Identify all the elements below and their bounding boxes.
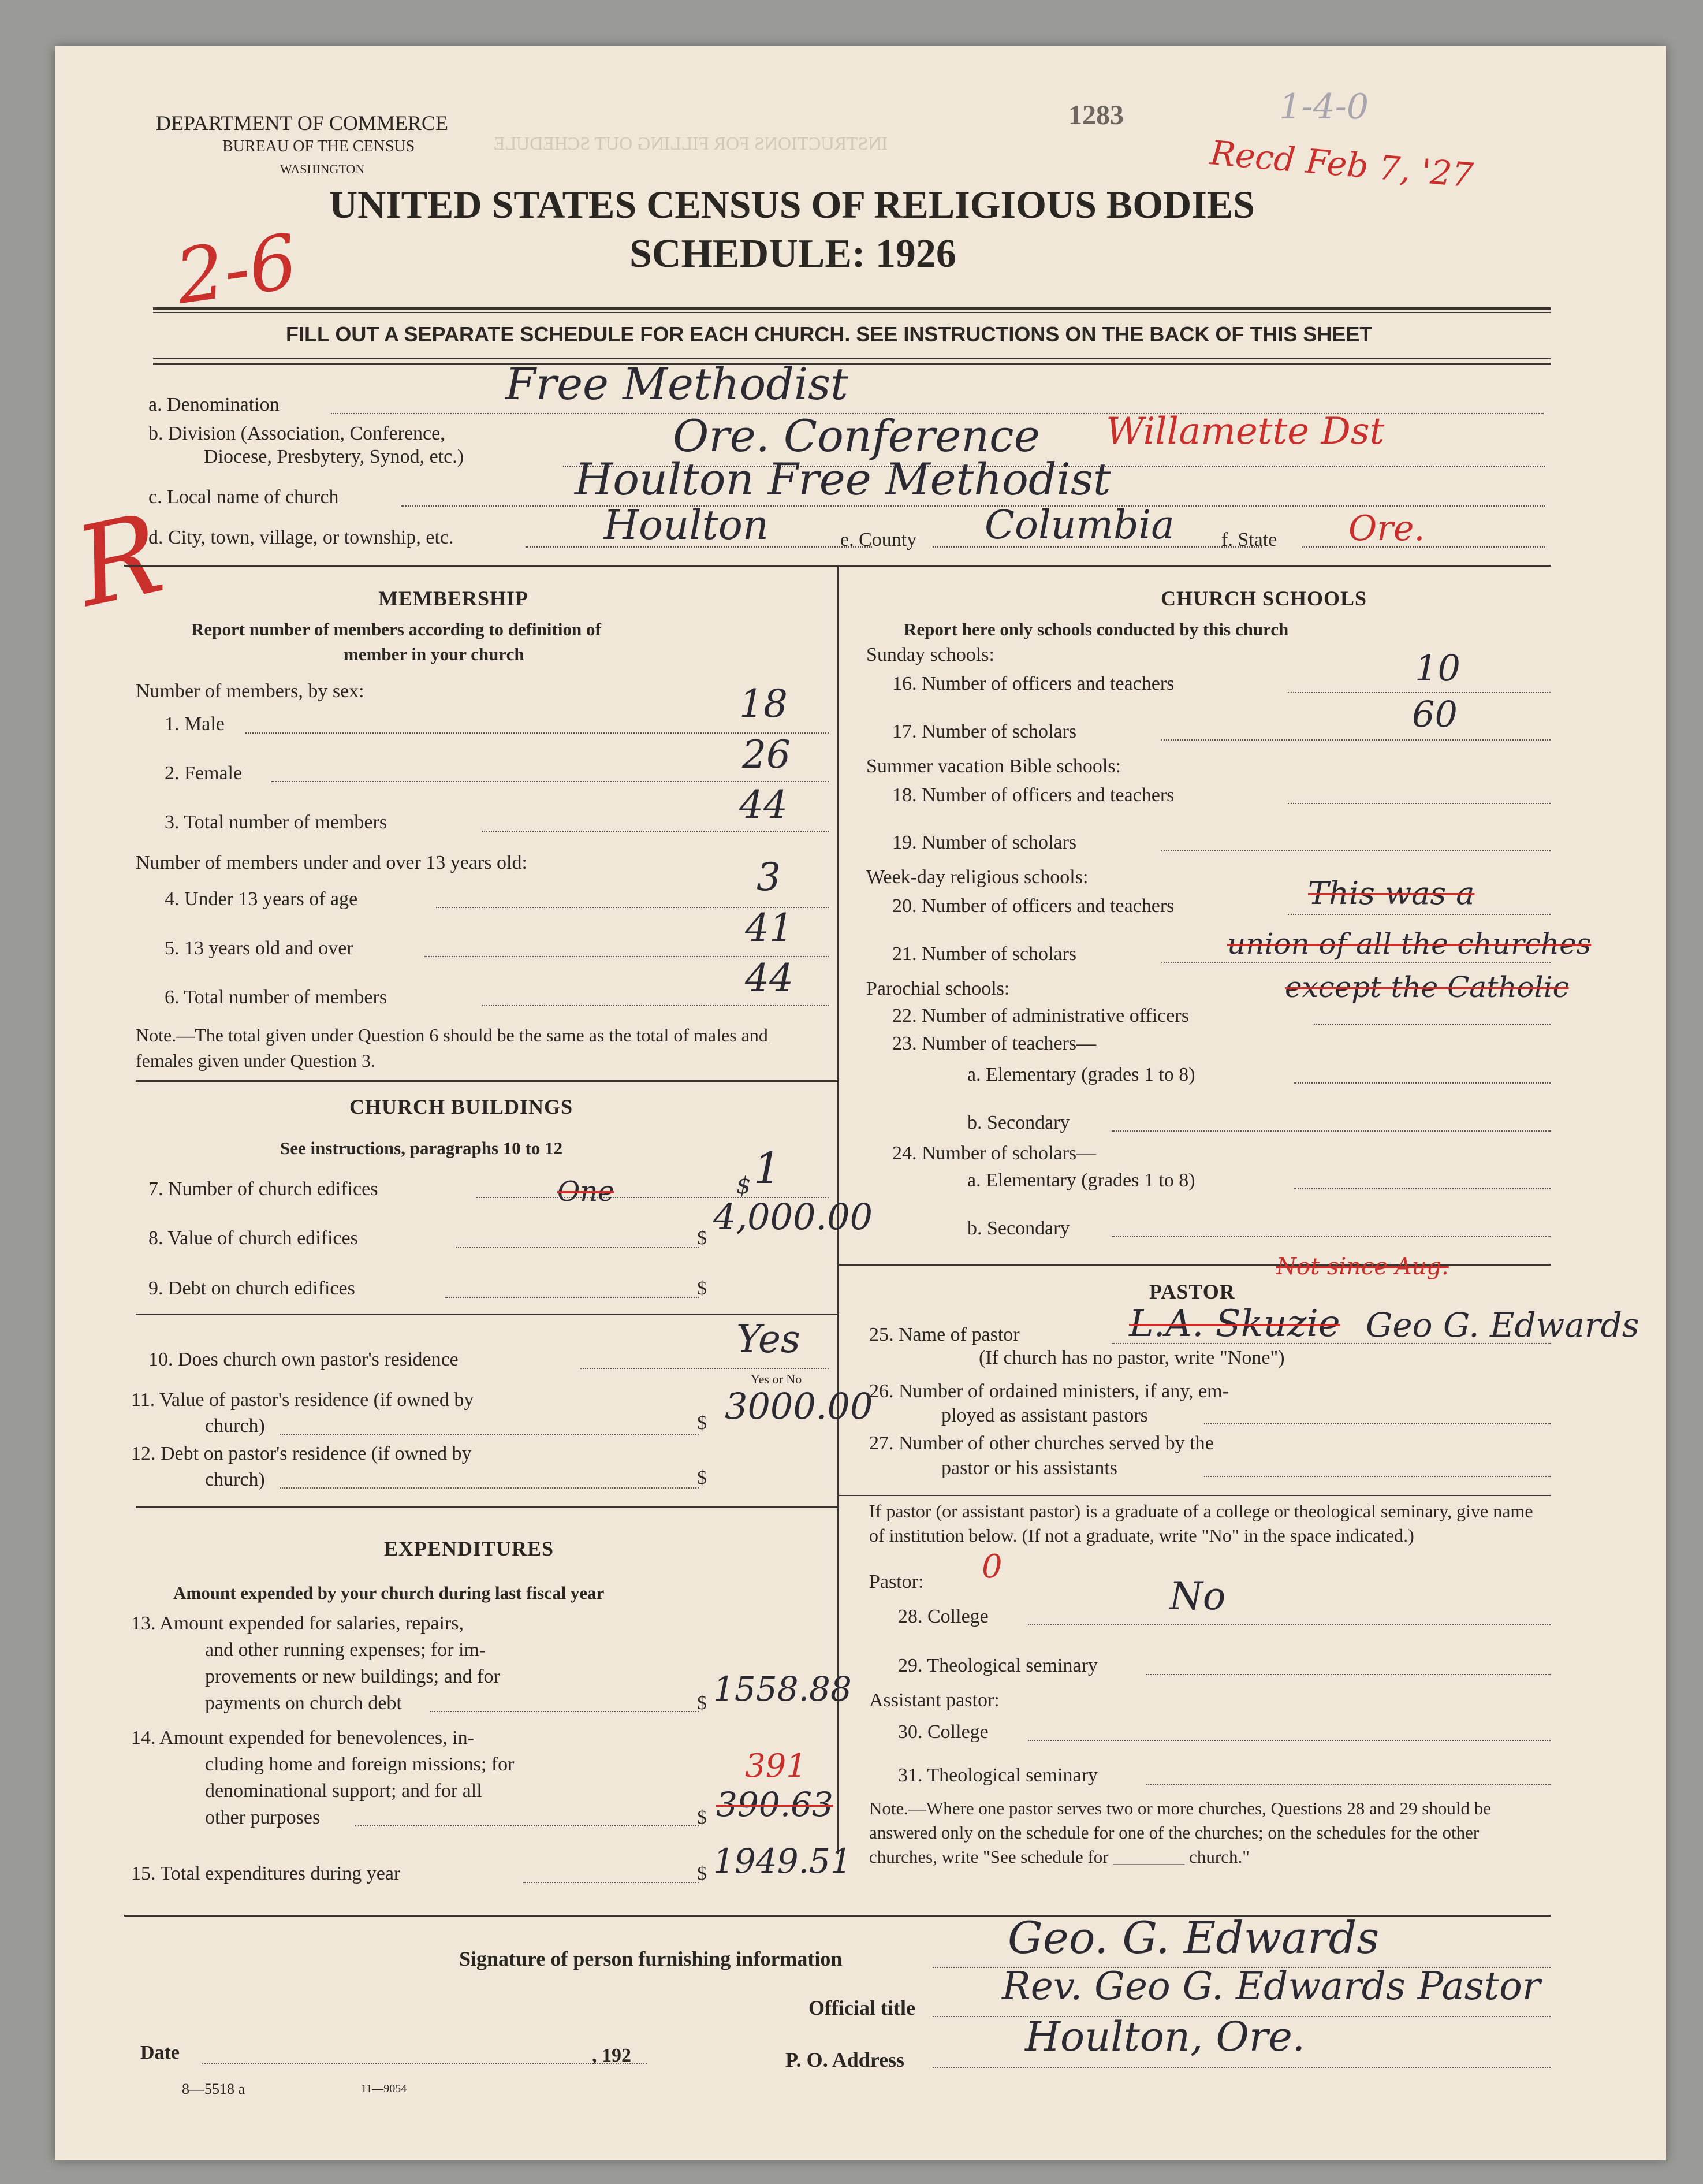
denomination-label: a. Denomination: [148, 394, 280, 415]
q25-value[interactable]: Geo G. Edwards: [1366, 1305, 1639, 1345]
q14-line4: other purposes: [205, 1807, 321, 1828]
pastor-subheading: Pastor:: [869, 1571, 924, 1593]
q25-label: 25. Name of pastor: [869, 1324, 1020, 1345]
church-buildings-heading: CHURCH BUILDINGS: [349, 1095, 573, 1118]
county-label: e. County: [840, 529, 917, 550]
q30-label: 30. College: [898, 1721, 989, 1743]
pastor-red-mark: 0: [982, 1548, 1003, 1586]
q4-under13-value[interactable]: 3: [757, 855, 781, 899]
q7-struck-value: One: [557, 1175, 614, 1208]
pastor-heading-note: Not since Aug.: [1276, 1253, 1449, 1280]
q9-dollar: $: [697, 1278, 707, 1299]
expenditures-heading: EXPENDITURES: [384, 1537, 554, 1560]
sunday-schools-label: Sunday schools:: [866, 644, 994, 665]
q24a-label: a. Elementary (grades 1 to 8): [967, 1170, 1195, 1191]
form-instruction: FILL OUT A SEPARATE SCHEDULE FOR EACH CHURCH. SEE INSTRUCTIONS ON THE BACK OF THIS SHEET: [286, 322, 1373, 346]
bureau-name: BUREAU OF THE CENSUS: [222, 137, 415, 155]
official-title-value[interactable]: Rev. Geo G. Edwards Pastor: [1002, 1964, 1541, 2008]
print-number: 11—9054: [361, 2082, 407, 2095]
q11-label-line2: church): [205, 1415, 265, 1437]
q11-value[interactable]: 3000.00: [725, 1385, 873, 1427]
q3-total-members-value[interactable]: 44: [739, 783, 788, 827]
q27-label-line2: pastor or his assistants: [941, 1457, 1118, 1479]
q28-value[interactable]: No: [1169, 1574, 1226, 1619]
county-value[interactable]: Columbia: [985, 503, 1175, 548]
denomination-value[interactable]: Free Methodist: [505, 358, 848, 410]
q6-total-members-label: 6. Total number of members: [165, 987, 387, 1008]
left-red-number: 2-6: [170, 217, 303, 321]
signature-value[interactable]: Geo. G. Edwards: [1008, 1912, 1380, 1963]
q13-value[interactable]: 1558.88: [713, 1669, 852, 1709]
q28-label: 28. College: [898, 1606, 989, 1627]
state-label: f. State: [1221, 529, 1277, 550]
form-title: UNITED STATES CENSUS OF RELIGIOUS BODIES: [329, 183, 1255, 226]
received-date-note: Recd Feb 7, '27: [1208, 133, 1475, 195]
division-value[interactable]: Ore. Conference: [673, 410, 1040, 462]
q5-over13-value[interactable]: 41: [745, 906, 793, 950]
q13-line1: 13. Amount expended for salaries, repairs,: [131, 1613, 464, 1634]
q8-extra-mark: $: [736, 1173, 751, 1199]
division-label-line1: b. Division (Association, Conference,: [148, 423, 445, 444]
q15-label: 15. Total expenditures during year: [131, 1863, 401, 1884]
church-schools-intro: Report here only schools conducted by this church: [904, 619, 1289, 639]
census-schedule-page: [55, 46, 1666, 2160]
q19-label: 19. Number of scholars: [892, 832, 1077, 853]
q11-label-line1: 11. Value of pastor's residence (if owned by: [131, 1389, 474, 1411]
q24-label: 24. Number of scholars—: [892, 1143, 1097, 1164]
q2-female-label: 2. Female: [165, 762, 243, 784]
department-name: DEPARTMENT OF COMMERCE: [156, 111, 448, 135]
q10-residence-value[interactable]: Yes: [736, 1317, 800, 1361]
q23a-label: a. Elementary (grades 1 to 8): [967, 1064, 1195, 1085]
q14-line3: denominational support; and for all: [205, 1780, 482, 1802]
date-year: , 192: [592, 2045, 631, 2066]
q31-label: 31. Theological seminary: [898, 1765, 1098, 1786]
state-value[interactable]: Ore.: [1348, 508, 1425, 549]
q22-label: 22. Number of administrative officers: [892, 1005, 1189, 1026]
q14-dollar: $: [697, 1807, 707, 1828]
q16-label: 16. Number of officers and teachers: [892, 673, 1175, 694]
q17-value[interactable]: 60: [1412, 693, 1458, 735]
q7-edifices-value[interactable]: 1: [754, 1144, 781, 1193]
q20-label: 20. Number of officers and teachers: [892, 895, 1175, 917]
bureau-city: WASHINGTON: [280, 162, 365, 176]
members-by-sex-label: Number of members, by sex:: [136, 680, 364, 702]
q11-dollar: $: [697, 1412, 707, 1434]
left-red-mark: R: [65, 489, 173, 632]
q16-value[interactable]: 10: [1415, 647, 1460, 689]
date-label: Date: [140, 2042, 180, 2063]
q24b-label: b. Secondary: [967, 1218, 1070, 1239]
pastor-heading: PASTOR: [1149, 1280, 1235, 1303]
division-label-line2: Diocese, Presbytery, Synod, etc.): [204, 446, 464, 467]
bleed-through-text: INSTRUCTIONS FOR FILLING OUT SCHEDULE: [494, 133, 888, 154]
membership-heading: MEMBERSHIP: [378, 587, 529, 610]
q3-total-members-label: 3. Total number of members: [165, 812, 387, 833]
q9-debt-label: 9. Debt on church edifices: [148, 1278, 355, 1299]
q8-value-label: 8. Value of church edifices: [148, 1227, 358, 1249]
city-value[interactable]: Houlton: [603, 501, 769, 549]
q25-struck-value: L.A. Skuzie: [1129, 1303, 1340, 1345]
q12-dollar: $: [697, 1467, 707, 1489]
stamp-number: 1283: [1068, 100, 1124, 131]
parochial-note: except the Catholic: [1285, 970, 1569, 1004]
q20-note: This was a: [1308, 875, 1475, 911]
q21-note: union of all the churches: [1227, 927, 1592, 961]
church-buildings-intro: See instructions, paragraphs 10 to 12: [280, 1138, 563, 1158]
q10-yes-no-hint: Yes or No: [751, 1372, 802, 1386]
q29-label: 29. Theological seminary: [898, 1655, 1098, 1676]
membership-intro-line1: Report number of members according to definition of: [191, 619, 601, 639]
weekday-schools-label: Week-day religious schools:: [866, 866, 1089, 888]
q8-value[interactable]: 4,000.00: [713, 1196, 873, 1238]
q1-male-value[interactable]: 18: [739, 682, 788, 726]
local-name-label: c. Local name of church: [148, 486, 339, 508]
pastor-note: Note.—Where one pastor serves two or more churches, Questions 28 and 29 should be answered only on the schedule for one of the churches; on the schedules for the other churches, write "See schedule for ________ church.": [869, 1798, 1491, 1867]
assistant-pastor-subheading: Assistant pastor:: [869, 1690, 1000, 1711]
q13-dollar: $: [697, 1692, 707, 1714]
official-title-label: Official title: [808, 1996, 915, 2019]
q14-correction: 391: [745, 1747, 807, 1785]
q17-label: 17. Number of scholars: [892, 721, 1077, 742]
q14-line1: 14. Amount expended for benevolences, in-: [131, 1727, 474, 1748]
expenditures-intro: Amount expended by your church during last fiscal year: [173, 1583, 605, 1603]
q2-female-value[interactable]: 26: [742, 732, 791, 777]
q1-male-label: 1. Male: [165, 713, 225, 735]
graduate-intro: If pastor (or assistant pastor) is a graduate of a college or theological seminary, give name of institution below. (If not a graduate, write "No" in the space indicated.): [869, 1501, 1533, 1546]
summer-schools-label: Summer vacation Bible schools:: [866, 756, 1121, 777]
local-name-value[interactable]: Houlton Free Methodist: [575, 453, 1111, 505]
q6-total-members-value[interactable]: 44: [745, 956, 793, 1000]
po-address-label: P. O. Address: [785, 2048, 905, 2071]
q23b-label: b. Secondary: [967, 1112, 1070, 1133]
q13-line4: payments on church debt: [205, 1692, 402, 1714]
q18-label: 18. Number of officers and teachers: [892, 784, 1175, 806]
members-by-age-label: Number of members under and over 13 years old:: [136, 852, 527, 873]
q15-dollar: $: [697, 1863, 707, 1884]
q12-label-line1: 12. Debt on pastor's residence (if owned by: [131, 1443, 472, 1464]
q15-value[interactable]: 1949.51: [713, 1841, 852, 1881]
q12-label-line2: church): [205, 1469, 265, 1490]
parochial-schools-label: Parochial schools:: [866, 978, 1010, 999]
q13-line3: provements or new buildings; and for: [205, 1666, 500, 1687]
q23-label: 23. Number of teachers—: [892, 1033, 1097, 1054]
q14-value[interactable]: 390.63: [716, 1785, 833, 1824]
po-address-value[interactable]: Houlton, Ore.: [1025, 2013, 1306, 2060]
q13-line2: and other running expenses; for im-: [205, 1639, 486, 1661]
signature-label: Signature of person furnishing information: [459, 1947, 843, 1970]
q21-label: 21. Number of scholars: [892, 943, 1077, 965]
top-right-pencil-note: 1-4-0: [1279, 87, 1369, 127]
q5-over13-label: 5. 13 years old and over: [165, 937, 353, 959]
form-number: 8—5518 a: [182, 2081, 245, 2097]
church-schools-heading: CHURCH SCHOOLS: [1161, 587, 1367, 610]
q14-line2: cluding home and foreign missions; for: [205, 1754, 515, 1775]
q8-dollar: $: [697, 1227, 707, 1249]
form-subtitle: SCHEDULE: 1926: [629, 232, 956, 276]
q4-under13-label: 4. Under 13 years of age: [165, 888, 358, 910]
q10-residence-label: 10. Does church own pastor's residence: [148, 1349, 459, 1370]
q25-hint: (If church has no pastor, write "None"): [979, 1347, 1285, 1368]
membership-intro-line2: member in your church: [344, 644, 524, 664]
q7-edifices-label: 7. Number of church edifices: [148, 1178, 378, 1200]
membership-note: Note.—The total given under Question 6 should be the same as the total of males and females given under Question 3.: [136, 1025, 768, 1071]
q26-label-line1: 26. Number of ordained ministers, if any, em-: [869, 1381, 1229, 1402]
q27-label-line1: 27. Number of other churches served by the: [869, 1433, 1214, 1454]
division-district-note: Willamette Dst: [1106, 410, 1385, 453]
q26-label-line2: ployed as assistant pastors: [941, 1405, 1148, 1426]
city-label: d. City, town, village, or township, etc.: [148, 527, 454, 548]
